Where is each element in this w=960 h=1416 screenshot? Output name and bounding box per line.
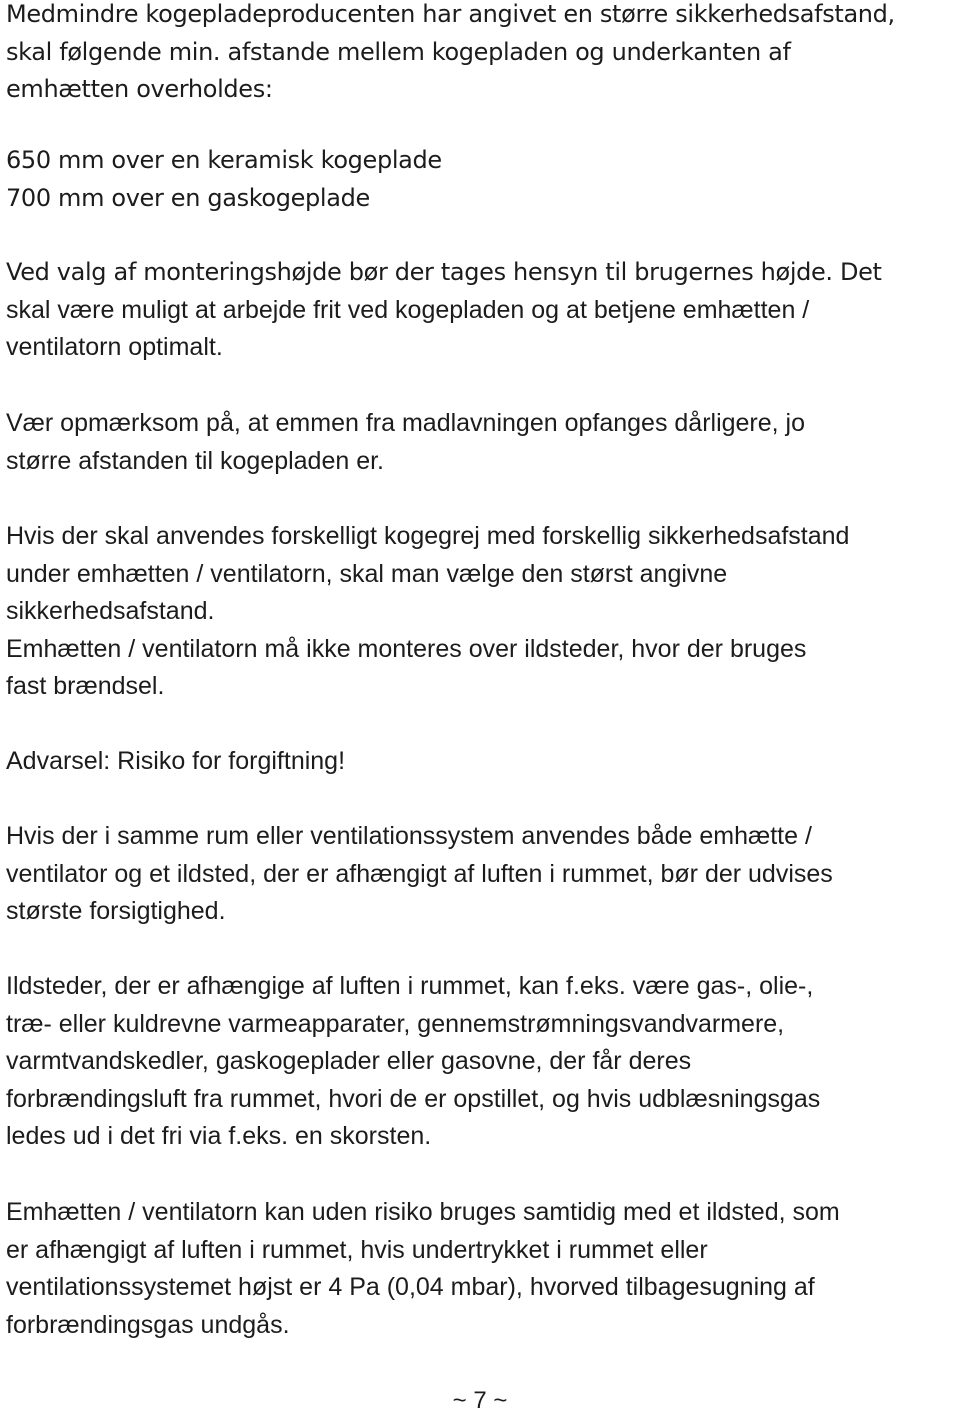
text-line: ventilationssystemet højst er 4 Pa (0,04 mbar), hvorved tilbagesugning af [6,1273,815,1301]
text-line: Medmindre kogepladeproducenten har angivet en større sikkerhedsafstand, [6,0,895,28]
text-line: ventilator og et ildsted, der er afhængigt af luften i rummet, bør der udvises [6,859,833,888]
text-line: emhætten overholdes: [6,75,273,103]
text-line: fast brændsel. [6,672,165,700]
text-line: er afhængigt af luften i rummet, hvis undertrykket i rummet eller [6,1235,708,1264]
paragraph-mounting-height [6,254,956,367]
warning-heading [6,743,956,781]
text-line: Advarsel: Risiko for forgiftning! [6,747,346,775]
paragraph-negative-pressure [6,1194,956,1344]
text-line: forbrændingsluft fra rummet, hvori de er opstillet, og hvis udblæsningsgas [6,1084,821,1113]
text-line: Ildsteder, der er afhængige af luften i rummet, kan f.eks. være gas-, olie-, [6,972,814,1000]
text-line: skal være muligt at arbejde frit ved kogepladen og at betjene emhætten / [6,295,810,324]
text-line: Hvis der skal anvendes forskelligt kogegrej med forskellig sikkerhedsafstand [6,522,850,550]
paragraph-cookware-and-fuel [6,518,956,706]
text-line: ventilatorn optimalt. [6,333,223,361]
paragraph-combined-use [6,818,956,931]
text-line: Emhætten / ventilatorn må ikke monteres over ildsteder, hvor der bruges [6,634,807,663]
text-line: ledes ud i det fri via f.eks. en skorsten. [6,1122,432,1150]
paragraph-fume-capture [6,405,956,480]
text-line: træ- eller kuldrevne varmeapparater, gennemstrømningsvandvarmere, [6,1009,785,1038]
text-line: varmtvandskedler, gaskogeplader eller gasovne, der får deres [6,1047,692,1075]
text-line: forbrændingsgas undgås. [6,1310,290,1339]
text-line: 650 mm over en keramisk kogeplade [6,146,442,174]
text-line: Hvis der i samme rum eller ventilationssystem anvendes både emhætte / [6,822,812,850]
paragraph-distances-list [6,142,956,217]
text-line: under emhætten / ventilatorn, skal man vælge den størst angivne [6,559,728,588]
text-line: 700 mm over en gaskogeplade [6,183,370,212]
text-line: større afstanden til kogepladen er. [6,446,385,475]
page-number: ~ 7 ~ [452,1387,508,1414]
text-line: skal følgende min. afstande mellem kogepladen og underkanten af [6,37,791,66]
text-line: Vær opmærksom på, at emmen fra madlavningen opfanges dårligere, jo [6,409,806,437]
text-line: Emhætten / ventilatorn kan uden risiko bruges samtidig med et ildsted, som [6,1198,840,1226]
text-line: Ved valg af monteringshøjde bør der tages hensyn til brugernes højde. Det [6,258,882,286]
paragraph-room-air-fireplaces [6,968,956,1156]
paragraph-safety-distance [6,0,956,109]
text-line: største forsigtighed. [6,897,226,925]
text-line: sikkerhedsafstand. [6,597,215,625]
